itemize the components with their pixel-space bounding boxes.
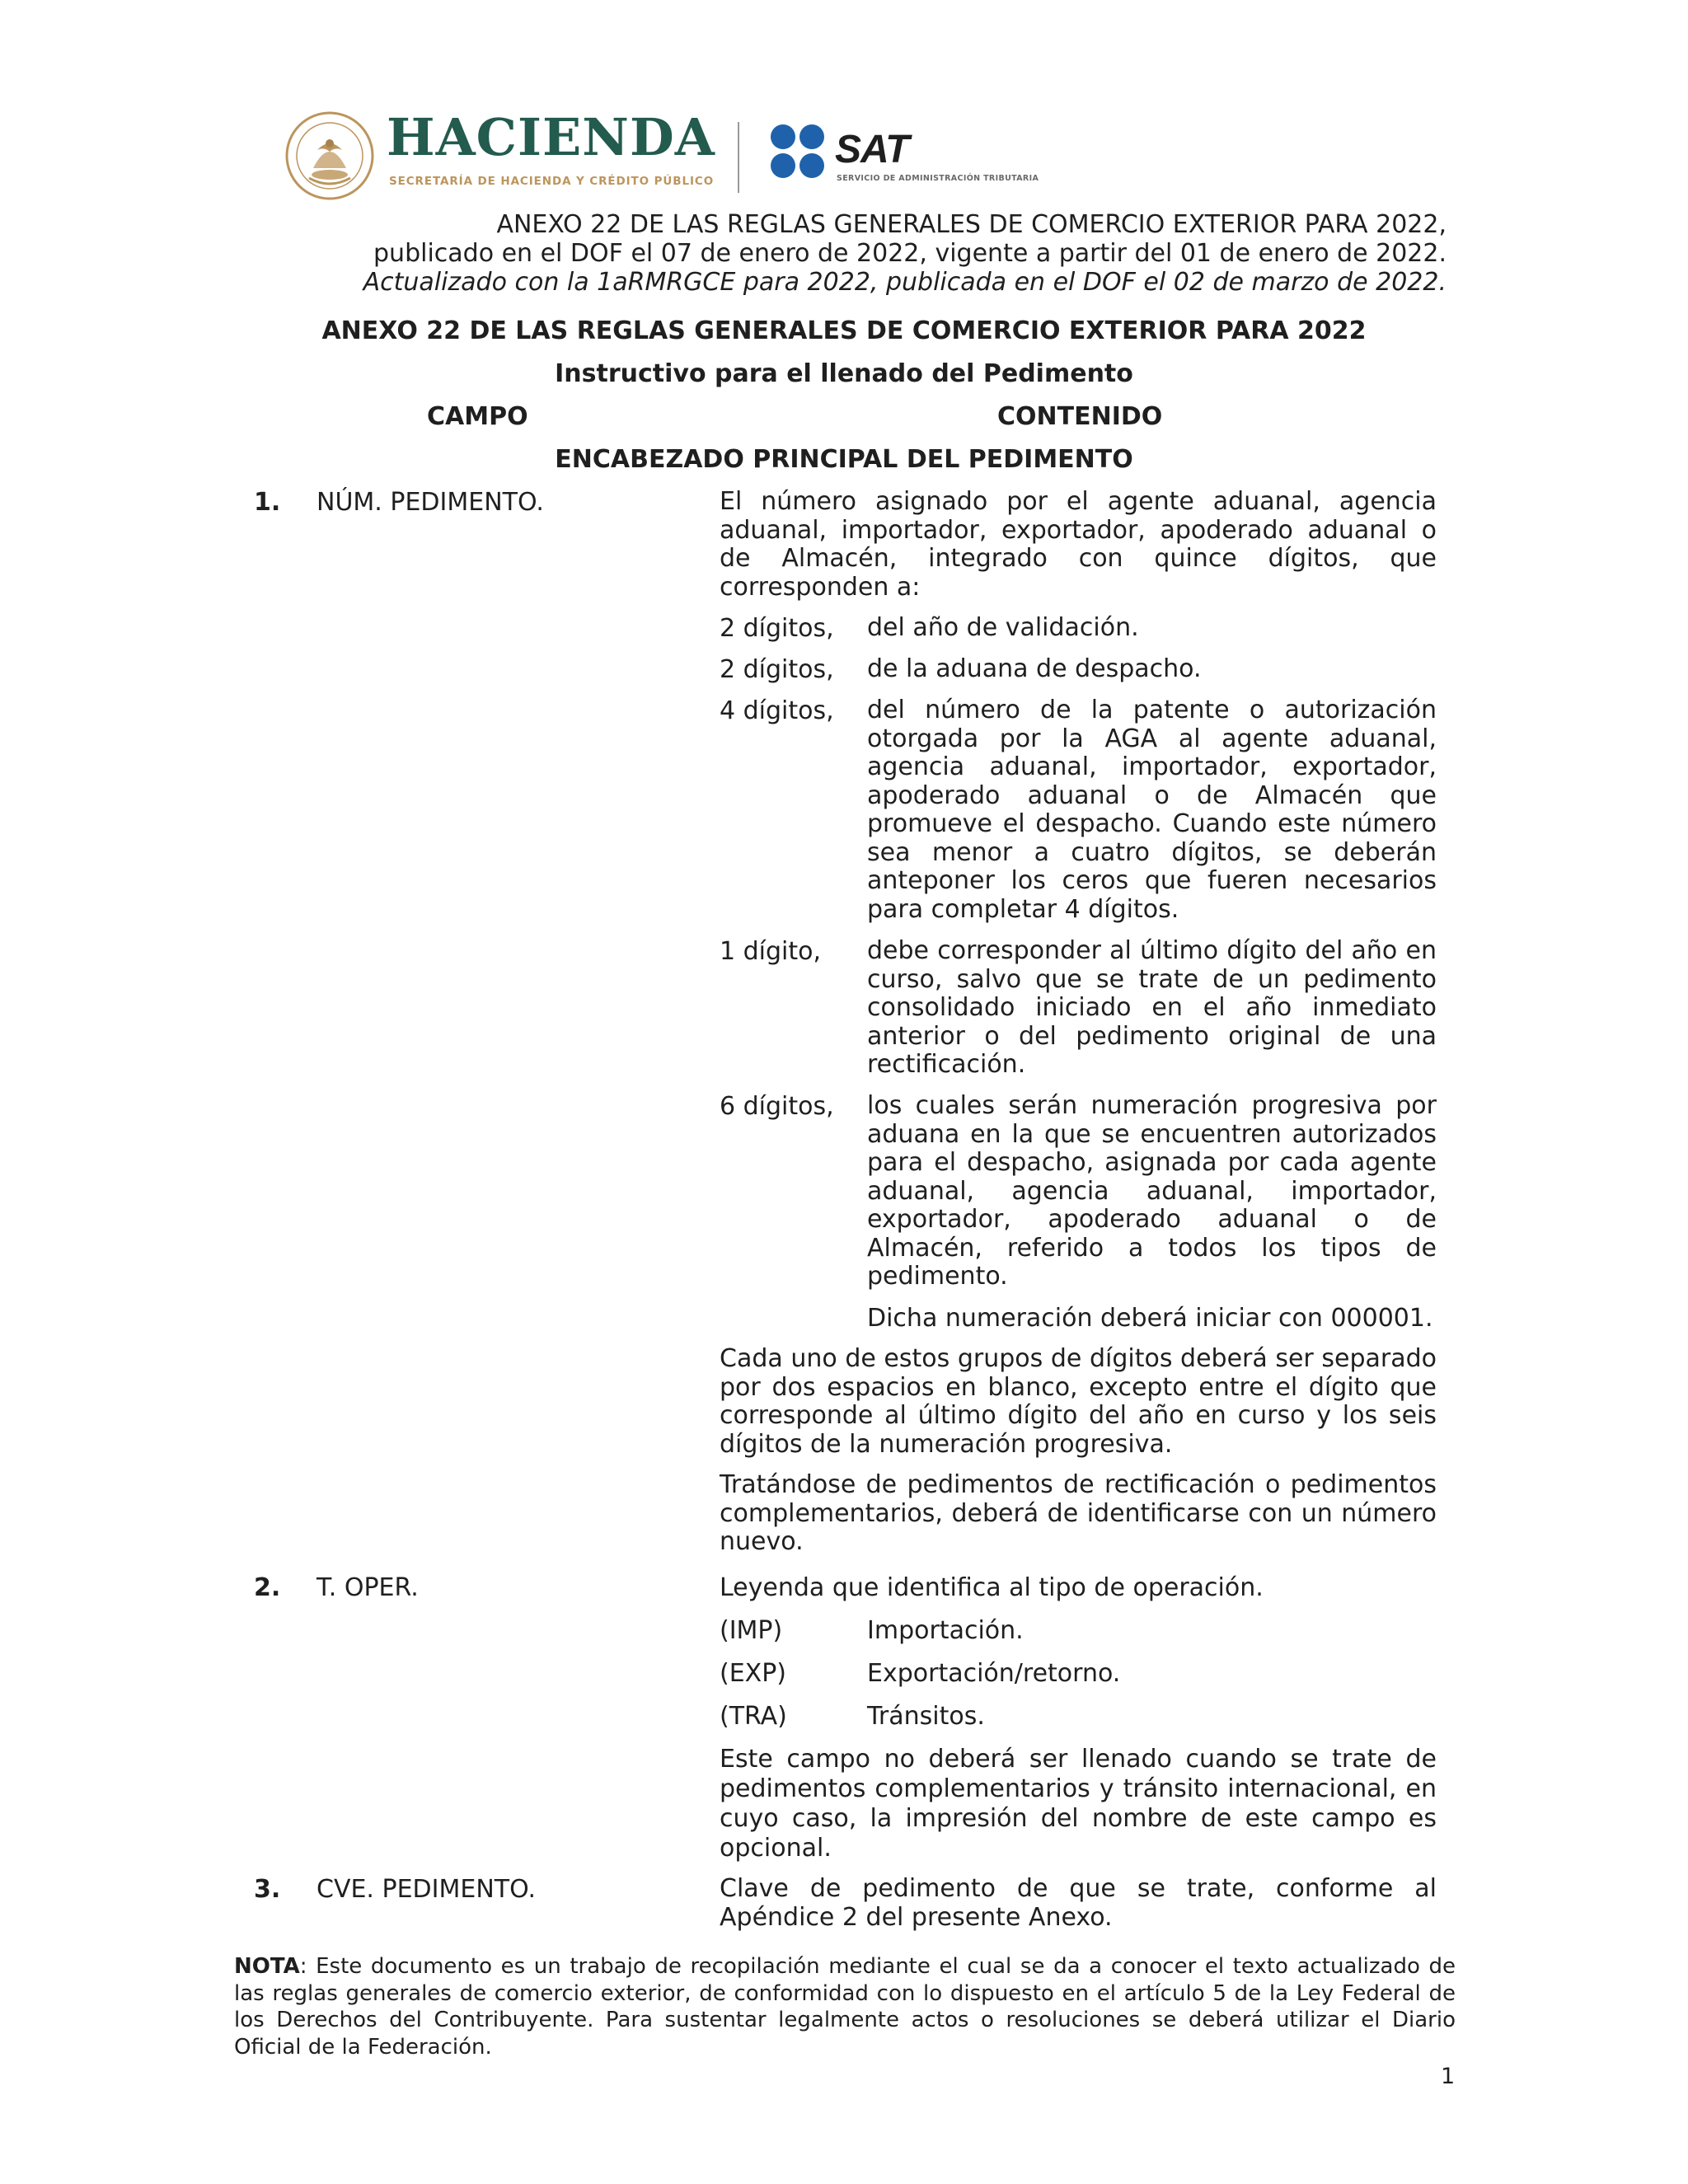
- footer-note: [234, 1953, 1456, 2060]
- field-number: 2.: [254, 1573, 281, 1602]
- column-header-contenido: CONTENIDO: [997, 402, 1163, 431]
- digit-label: 4 dígitos,: [720, 696, 834, 725]
- reference-line-1: ANEXO 22 DE LAS REGLAS GENERALES DE COMERCIO EXTERIOR PARA 2022,: [496, 210, 1447, 239]
- digit-description: los cuales serán numeración progresiva por aduana en la que se encuentren autorizados para el despacho, asignada por cada agente aduanal, agencia aduanal, importador, exportador, apoderado aduanal o de Almacén, referido a todos los tipos de pedimento.: [867, 1091, 1437, 1291]
- note-label: NOTA: [234, 1954, 300, 1979]
- page-number: 1: [1441, 2064, 1456, 2089]
- operation-code: (TRA): [720, 1702, 787, 1731]
- section-title: ENCABEZADO PRINCIPAL DEL PEDIMENTO: [555, 445, 1133, 474]
- reference-line-3: Actualizado con la 1aRMRGCE para 2022, publicada en el DOF el 02 de marzo de 2022.: [363, 268, 1447, 297]
- digit-description: del número de la patente o autorización otorgada por la AGA al agente aduanal, agencia aduanal, importador, exportador, apoderado aduanal o de Almacén que promueve el despacho. Cuando este número sea menor a cuatro dígitos, se deberán anteponer los ceros que fueren necesarios para completar 4 dígitos.: [867, 696, 1437, 924]
- field-number: 3.: [254, 1875, 281, 1904]
- logo-divider: [738, 122, 739, 193]
- field-paragraph: Este campo no deberá ser llenado cuando se trate de pedimentos complementarios y tránsito internacional, en cuyo caso, la impresión del nombre de este campo es opcional.: [720, 1745, 1437, 1863]
- sat-wordmark: SAT: [835, 128, 909, 171]
- operation-description: Importación.: [867, 1616, 1024, 1645]
- hacienda-wordmark: HACIENDA: [387, 107, 715, 167]
- reference-line-2: publicado en el DOF el 07 de enero de 2022, vigente a partir del 01 de enero de 2022.: [373, 239, 1447, 268]
- document-title: ANEXO 22 DE LAS REGLAS GENERALES DE COMERCIO EXTERIOR PARA 2022: [321, 316, 1367, 345]
- field-paragraph: Tratándose de pedimentos de rectificación o pedimentos complementarios, deberá de identificarse con un número nuevo.: [720, 1470, 1437, 1556]
- column-header-campo: CAMPO: [427, 402, 528, 431]
- field-number: 1.: [254, 488, 281, 517]
- field-name: NÚM. PEDIMENTO.: [316, 488, 544, 517]
- operation-description: Tránsitos.: [867, 1702, 985, 1731]
- hacienda-subtitle: SECRETARÍA DE HACIENDA Y CRÉDITO PÚBLICO: [389, 175, 715, 188]
- digit-label: 2 dígitos,: [720, 614, 834, 643]
- digit-description: del año de validación.: [867, 613, 1139, 642]
- national-seal-icon: [284, 110, 375, 201]
- document-subtitle: Instructivo para el llenado del Pedimento: [555, 359, 1133, 388]
- sat-dots-icon: [769, 123, 827, 180]
- digit-label: 1 dígito,: [720, 937, 822, 966]
- operation-code: (EXP): [720, 1659, 787, 1688]
- digit-description: de la aduana de despacho.: [867, 654, 1202, 683]
- field-intro: El número asignado por el agente aduanal, agencia aduanal, importador, exportador, apoderado aduanal o de Almacén, integrado con quince dígitos, que corresponden a:: [720, 487, 1437, 602]
- field-name: T. OPER.: [316, 1573, 419, 1602]
- operation-code: (IMP): [720, 1616, 783, 1645]
- sat-subtitle: SERVICIO DE ADMINISTRACIÓN TRIBUTARIA: [837, 174, 1039, 183]
- operation-description: Exportación/retorno.: [867, 1659, 1121, 1688]
- field-intro: Leyenda que identifica al tipo de operación.: [720, 1573, 1264, 1602]
- numbering-note: Dicha numeración deberá iniciar con 000001.: [867, 1304, 1433, 1333]
- field-paragraph: Cada uno de estos grupos de dígitos deberá ser separado por dos espacios en blanco, excepto entre el dígito que corresponde al último dígito del año en curso y los seis dígitos de la numeración progresiva.: [720, 1344, 1437, 1459]
- field-intro: Clave de pedimento de que se trate, conforme al Apéndice 2 del presente Anexo.: [720, 1874, 1437, 1932]
- header-logos: [284, 105, 1059, 209]
- digit-label: 6 dígitos,: [720, 1092, 834, 1121]
- digit-description: debe corresponder al último dígito del año en curso, salvo que se trate de un pedimento consolidado iniciado en el año inmediato anterior o del pedimento original de una rectificación.: [867, 936, 1437, 1079]
- note-text: : Este documento es un trabajo de recopilación mediante el cual se da a conocer el texto actualizado de las reglas generales de comercio exterior, de conformidad con lo dispuesto en el artículo 5 de la Ley Federal de los Derechos del Contribuyente. Para sustentar legalmente actos o resoluciones se deberá utilizar el Diario Oficial de la Federación.: [234, 1954, 1456, 2060]
- digit-label: 2 dígitos,: [720, 655, 834, 684]
- field-name: CVE. PEDIMENTO.: [316, 1875, 537, 1904]
